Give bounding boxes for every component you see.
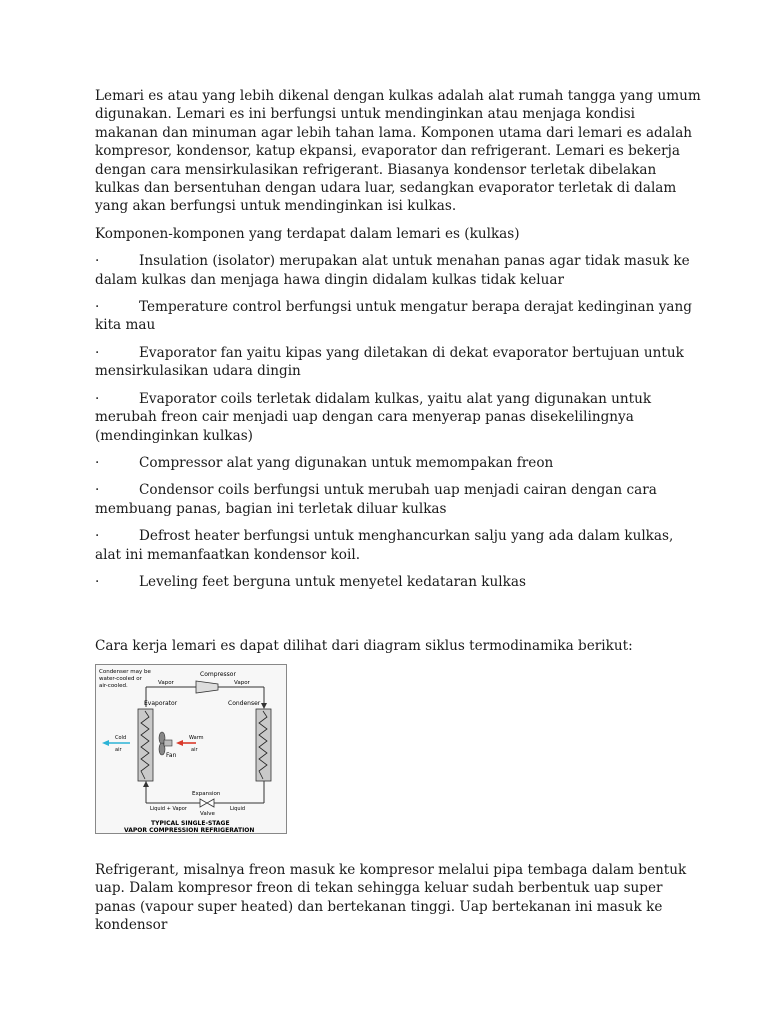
- diagram-caption-2: VAPOR COMPRESSION REFRIGERATION: [124, 826, 255, 833]
- arrow-up-icon: [143, 781, 149, 787]
- liquid-label: Liquid: [230, 805, 246, 812]
- closing-paragraph: Refrigerant, misalnya freon masuk ke kompresor melalui pipa tembaga dalam bentuk uap. Dalam kompresor freon di tekan sehingga keluar sudah berbentuk uap super panas (vapour super heated) dan bertekanan tinggi. Uap bertekanan ini masuk ke kondensor: [95, 861, 687, 933]
- valve-icon-left: [200, 799, 207, 807]
- list-item-text: Condensor coils berfungsi untuk merubah uap menjadi cairan dengan cara membuang panas, bagian ini terletak diluar kulkas: [95, 482, 657, 517]
- list-item-text: Defrost heater berfungsi untuk menghancurkan salju yang ada dalam kulkas, alat ini memanfaatkan kondensor koil.: [95, 528, 674, 563]
- diagram-note-2: water-cooled or: [99, 675, 142, 682]
- arrow-down-icon: [261, 703, 267, 709]
- vapor-right-label: Vapor: [234, 679, 250, 686]
- list-item-text: Temperature control berfungsi untuk mengatur berapa derajat kedinginan yang kita mau: [95, 299, 692, 334]
- warm-arrow-head-icon: [176, 740, 183, 746]
- intro-paragraph: Lemari es atau yang lebih dikenal dengan kulkas adalah alat rumah tangga yang umum digunakan. Lemari es ini berfungsi untuk mendinginkan atau menjaga kondisi makanan dan minuman agar lebih tahan lama. Komponen utama dari lemari es adalah kompresor, kondensor, katup ekpansi, evaporator dan refrigerant. Lemari es bekerja dengan cara mensirkulasikan refrigerant. Biasanya kondensor terletak dibelakan kulkas dan bersentuhan dengan udara luar, sedangkan evaporator terletak di dalam yang akan berfungsi untuk mendinginkan isi kulkas.: [95, 88, 701, 215]
- diagram-caption-1: TYPICAL SINGLE-STAGE: [151, 819, 230, 827]
- list-item: [95, 454, 702, 472]
- valve-label: Valve: [200, 810, 215, 817]
- evaporator-label: Evaporator: [144, 699, 178, 707]
- cycle-diagram-svg: [96, 665, 286, 833]
- vapor-left-label: Vapor: [158, 679, 174, 686]
- list-item-text: Evaporator coils terletak didalam kulkas, yaitu alat yang digunakan untuk merubah freon cair menjadi uap dengan cara menyerap panas disekelilingnya (mendinginkan kulkas): [95, 390, 652, 444]
- fan-motor-icon: [164, 740, 172, 746]
- condenser-label: Condenser: [228, 699, 261, 707]
- cold-air-label-2: air: [115, 746, 122, 753]
- bullet-mark: ·: [95, 528, 100, 545]
- bullet-mark: ·: [95, 344, 100, 361]
- cold-air-label-1: Cold: [115, 734, 127, 741]
- diagram-note-3: air-cooled.: [99, 682, 128, 689]
- compressor-label: Compressor: [200, 670, 236, 678]
- list-item: [95, 298, 702, 335]
- diagram-intro: Cara kerja lemari es dapat dilihat dari diagram siklus termodinamika berikut:: [95, 638, 633, 655]
- spacer: [95, 600, 702, 637]
- liquid-vapor-label: Liquid + Vapor: [150, 805, 187, 812]
- cold-arrow-head-icon: [102, 740, 109, 746]
- bullet-mark: ·: [95, 482, 100, 499]
- component-list: [95, 252, 702, 591]
- list-item: [95, 481, 702, 518]
- list-item-text: Leveling feet berguna untuk menyetel kedataran kulkas: [139, 573, 526, 590]
- diagram-note-1: Condenser may be: [99, 668, 151, 675]
- list-item: [95, 344, 702, 381]
- list-item: [95, 573, 702, 591]
- bullet-mark: ·: [95, 454, 100, 471]
- bullet-mark: ·: [95, 253, 100, 270]
- fan-label: Fan: [166, 751, 177, 759]
- list-item: [95, 390, 702, 445]
- warm-air-label-1: Warm: [189, 734, 204, 741]
- list-item: [95, 527, 702, 564]
- bullet-mark: ·: [95, 390, 100, 407]
- list-item: [95, 252, 702, 289]
- components-heading: Komponen-komponen yang terdapat dalam lemari es (kulkas): [95, 225, 520, 242]
- refrigeration-diagram: [95, 664, 287, 834]
- expansion-label: Expansion: [192, 790, 221, 797]
- list-item-text: Insulation (isolator) merupakan alat untuk menahan panas agar tidak masuk ke dalam kulkas dan menjaga hawa dingin didalam kulkas tidak keluar: [95, 253, 690, 288]
- list-item-text: Compressor alat yang digunakan untuk memompakan freon: [139, 454, 554, 471]
- compressor-icon: [196, 681, 218, 693]
- bullet-mark: ·: [95, 573, 100, 590]
- valve-icon-right: [207, 799, 214, 807]
- warm-air-label-2: air: [191, 746, 198, 753]
- list-item-text: Evaporator fan yaitu kipas yang diletakan di dekat evaporator bertujuan untuk mensirkulasikan udara dingin: [95, 344, 684, 380]
- bullet-mark: ·: [95, 299, 100, 316]
